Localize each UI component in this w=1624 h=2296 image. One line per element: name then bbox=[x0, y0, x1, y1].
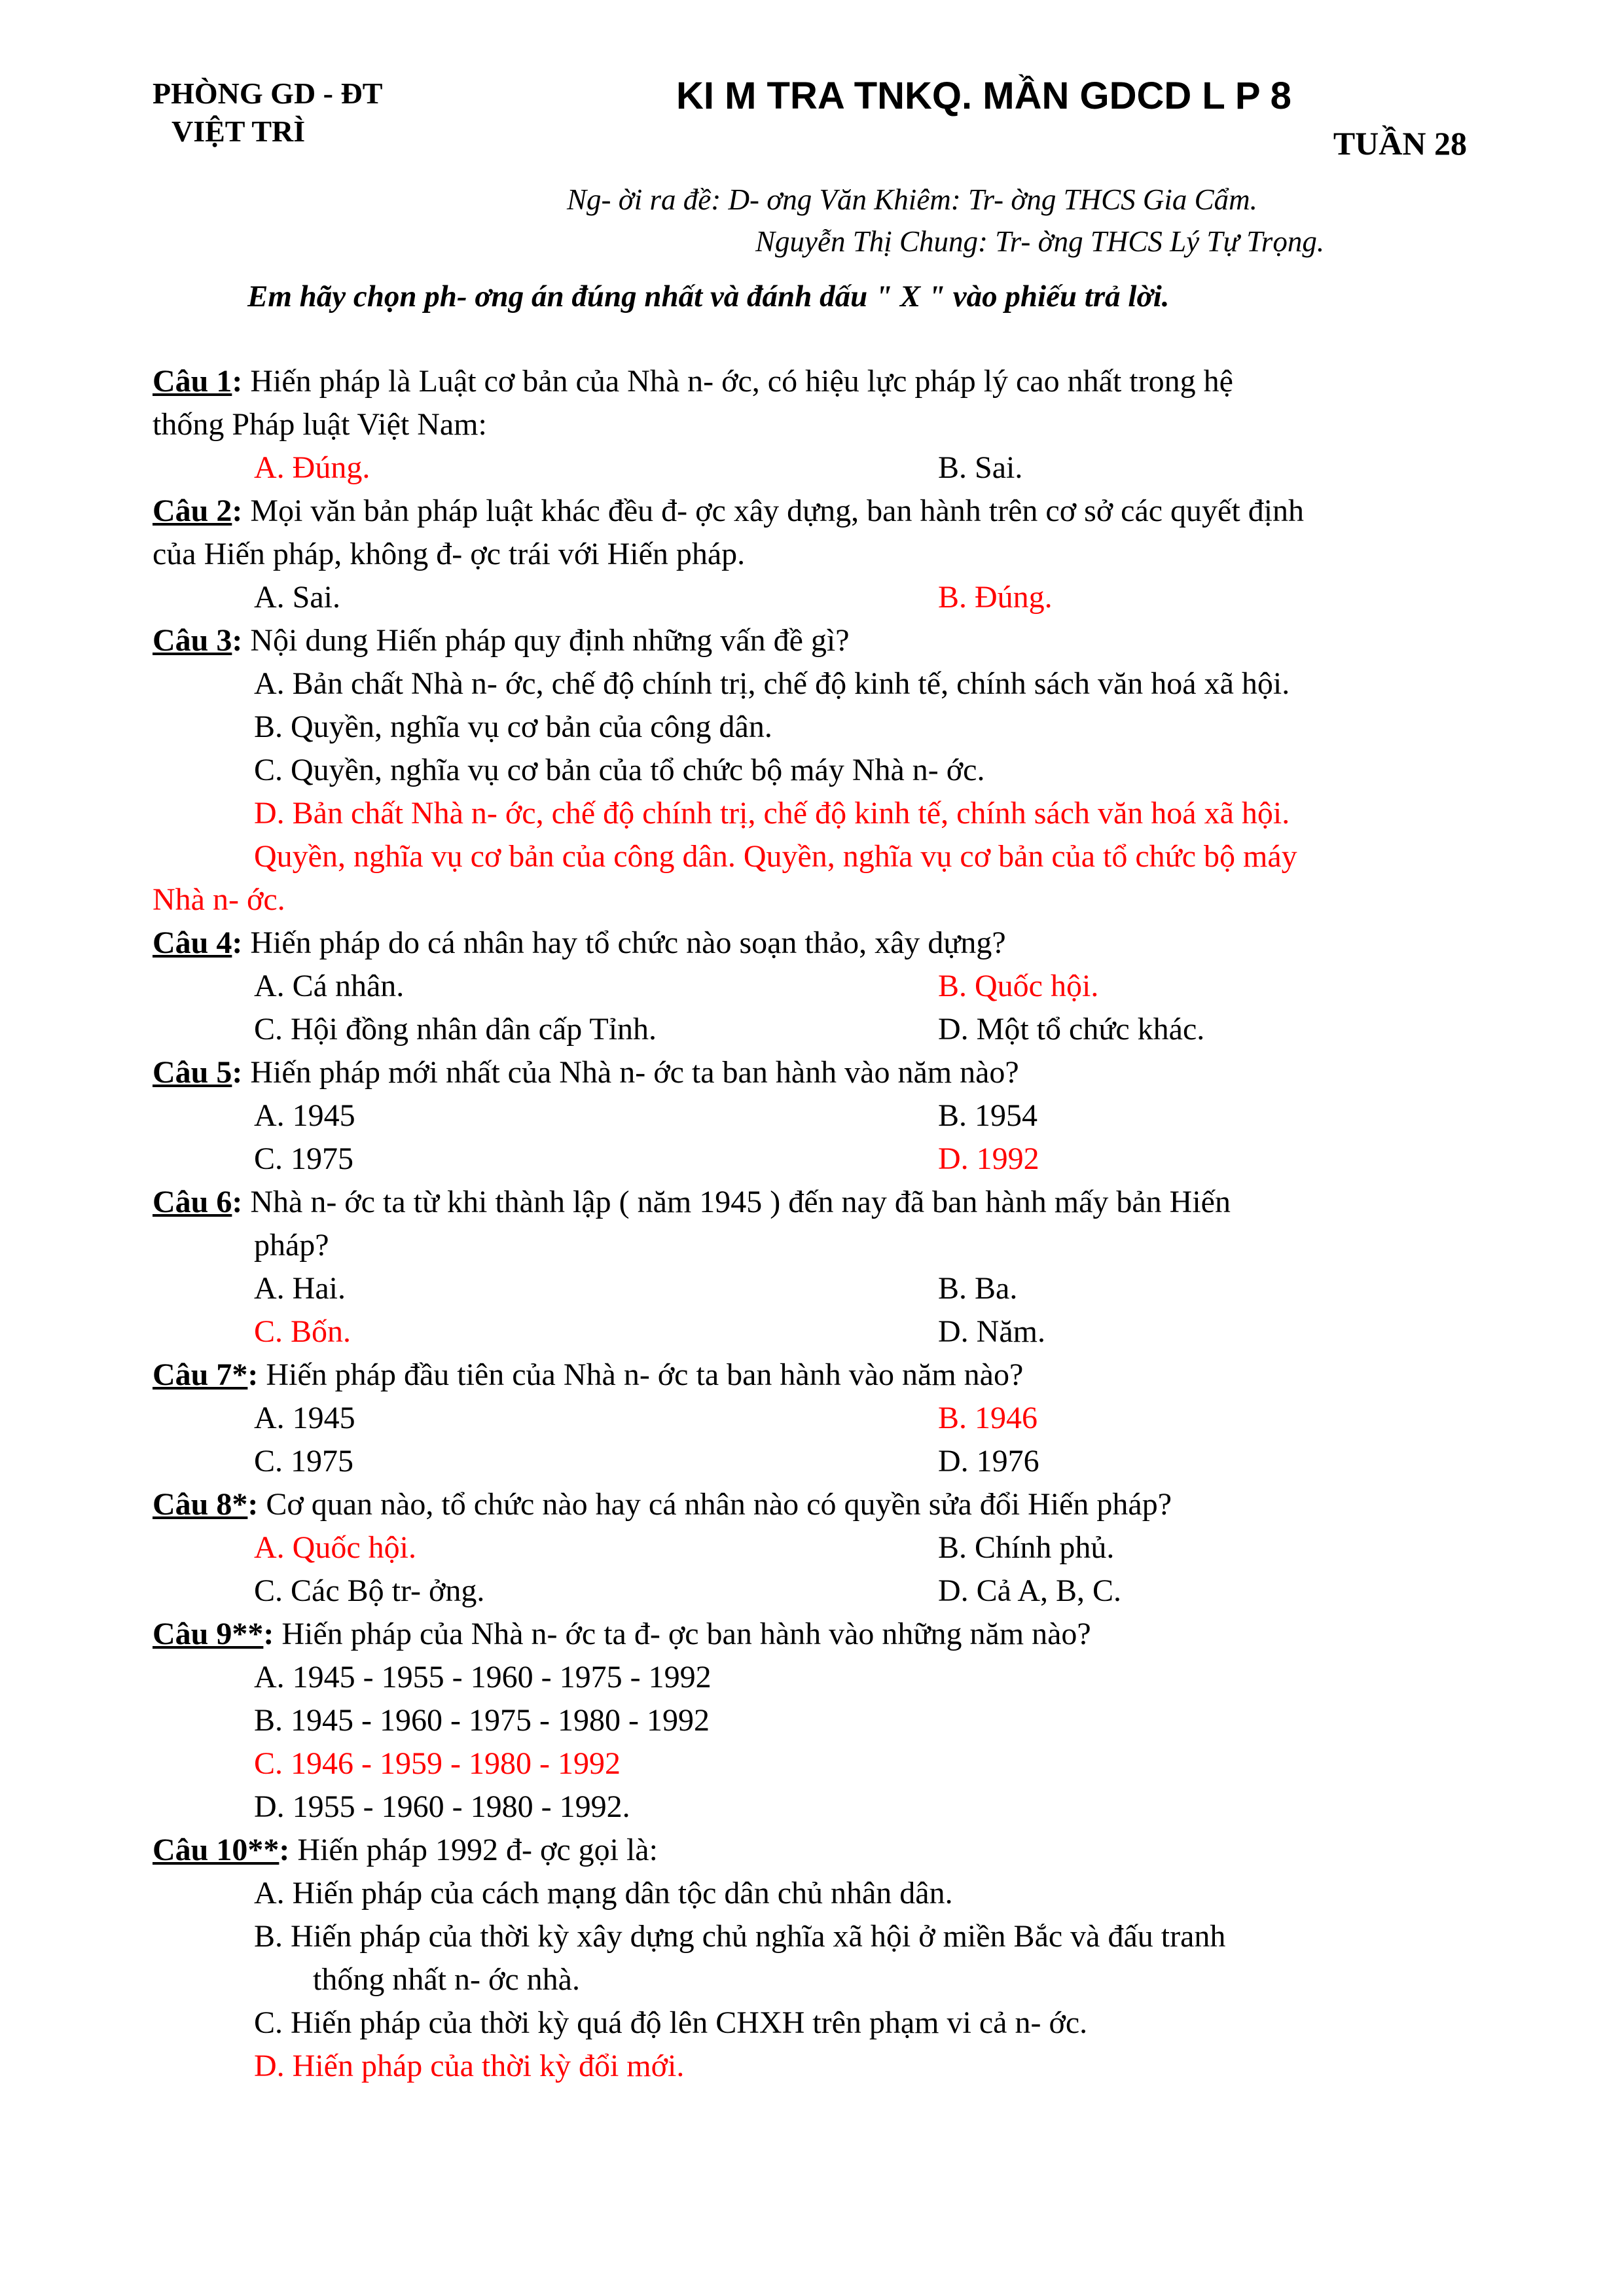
option-cell bbox=[153, 1094, 938, 1138]
option-cell bbox=[153, 1008, 938, 1051]
question-line bbox=[153, 1613, 1467, 1656]
option: A. Sai. bbox=[254, 580, 340, 615]
question bbox=[153, 922, 1467, 1051]
option-line bbox=[153, 1872, 1467, 1915]
option-line bbox=[153, 1742, 1467, 1785]
option: B. Sai. bbox=[938, 450, 1023, 485]
issuing-office bbox=[153, 75, 382, 151]
option: A. Quốc hội. bbox=[254, 1530, 416, 1565]
header bbox=[153, 65, 1467, 262]
option-cell bbox=[938, 1570, 1467, 1613]
option-cell bbox=[153, 965, 938, 1008]
question bbox=[153, 1051, 1467, 1181]
option: D. 1992 bbox=[938, 1141, 1039, 1176]
instruction-text: Em hãy chọn ph- ơng án đúng nhất và đánh dấu " X " vào phiếu trả lời. bbox=[247, 279, 1170, 314]
option: A. Cá nhân. bbox=[254, 969, 405, 1003]
option-cell bbox=[938, 1008, 1467, 1051]
question-text: thống Pháp luật Việt Nam: bbox=[153, 407, 487, 442]
option-line bbox=[153, 1958, 1467, 2001]
author-line-2: Nguyễn Thị Chung: Tr- ờng THCS Lý Tự Trọng. bbox=[755, 225, 1325, 258]
option-cell bbox=[153, 576, 938, 619]
question-line bbox=[153, 490, 1467, 533]
question bbox=[153, 490, 1467, 619]
question-text: Hiến pháp 1992 đ- ợc gọi là: bbox=[297, 1833, 658, 1867]
option-cell bbox=[938, 446, 1467, 490]
question bbox=[153, 1354, 1467, 1483]
option-cell bbox=[938, 576, 1467, 619]
option: Quyền, nghĩa vụ cơ bản của công dân. Quyền, nghĩa vụ cơ bản của tổ chức bộ máy bbox=[254, 839, 1297, 874]
option: C. 1975 bbox=[254, 1141, 354, 1176]
option: B. Hiến pháp của thời kỳ xây dựng chủ nghĩa xã hội ở miền Bắc và đấu tranh bbox=[254, 1919, 1226, 1954]
question-text: của Hiến pháp, không đ- ợc trái với Hiến pháp. bbox=[153, 537, 746, 571]
question-text: Cơ quan nào, tổ chức nào hay cá nhân nào có quyền sửa đổi Hiến pháp? bbox=[266, 1487, 1172, 1522]
question-line bbox=[153, 360, 1467, 403]
option: A. Hiến pháp của cách mạng dân tộc dân chủ nhân dân. bbox=[254, 1876, 953, 1910]
options-row bbox=[153, 1440, 1467, 1483]
question bbox=[153, 1613, 1467, 1829]
option: A. 1945 bbox=[254, 1401, 355, 1435]
question-label: Câu 8* bbox=[153, 1487, 248, 1522]
option-line bbox=[153, 706, 1467, 749]
options-row bbox=[153, 965, 1467, 1008]
option-cell bbox=[153, 1570, 938, 1613]
question-separator: : bbox=[232, 925, 251, 960]
question-text: Hiến pháp của Nhà n- ớc ta đ- ợc ban hành vào những năm nào? bbox=[281, 1617, 1091, 1651]
question-line bbox=[153, 1224, 1467, 1267]
question-separator: : bbox=[247, 1487, 266, 1522]
option: C. Hiến pháp của thời kỳ quá độ lên CHXH trên phạm vi cả n- ớc. bbox=[254, 2005, 1088, 2040]
week-label: TUẦN 28 bbox=[1333, 125, 1467, 162]
question-separator: : bbox=[232, 364, 251, 399]
question-label: Câu 2 bbox=[153, 493, 232, 528]
question-text: Hiến pháp do cá nhân hay tổ chức nào soạn thảo, xây dựng? bbox=[250, 925, 1006, 960]
option: B. Quyền, nghĩa vụ cơ bản của công dân. bbox=[254, 709, 772, 744]
option: C. Các Bộ tr- ởng. bbox=[254, 1573, 485, 1608]
option-cell bbox=[153, 1526, 938, 1570]
question-line bbox=[153, 922, 1467, 965]
option: A. Đúng. bbox=[254, 450, 370, 485]
options-row bbox=[153, 1310, 1467, 1354]
author-line-1: Ng- ời ra đề: D- ơng Văn Khiêm: Tr- ờng THCS Gia Cẩm. bbox=[567, 183, 1257, 216]
options-row bbox=[153, 1138, 1467, 1181]
option: C. 1946 - 1959 - 1980 - 1992 bbox=[254, 1746, 621, 1781]
option-line bbox=[153, 1699, 1467, 1742]
option-cell bbox=[153, 1397, 938, 1440]
question bbox=[153, 1829, 1467, 2088]
option-line bbox=[153, 749, 1467, 792]
question-separator: : bbox=[279, 1833, 298, 1867]
option-line bbox=[153, 2045, 1467, 2088]
option: C. Quyền, nghĩa vụ cơ bản của tổ chức bộ máy Nhà n- ớc. bbox=[254, 753, 985, 787]
question-line bbox=[153, 403, 1467, 446]
question-line bbox=[153, 1181, 1467, 1224]
option: B. Ba. bbox=[938, 1271, 1018, 1306]
question-label: Câu 7* bbox=[153, 1357, 248, 1392]
question-line bbox=[153, 1483, 1467, 1526]
option: D. Hiến pháp của thời kỳ đổi mới. bbox=[254, 2049, 685, 2083]
question-separator: : bbox=[232, 493, 251, 528]
option: B. Quốc hội. bbox=[938, 969, 1099, 1003]
question-text: Hiến pháp đầu tiên của Nhà n- ớc ta ban hành vào năm nào? bbox=[266, 1357, 1024, 1392]
options-row bbox=[153, 1008, 1467, 1051]
option-cell bbox=[153, 1267, 938, 1310]
option-line bbox=[153, 878, 1467, 922]
question-text: Nhà n- ớc ta từ khi thành lập ( năm 1945 ) đến nay đã ban hành mấy bản Hiến bbox=[250, 1185, 1231, 1219]
option-cell bbox=[938, 1440, 1467, 1483]
options-row bbox=[153, 446, 1467, 490]
option-cell bbox=[938, 1526, 1467, 1570]
option: A. 1945 bbox=[254, 1098, 355, 1133]
question-text: Nội dung Hiến pháp quy định những vấn đề gì? bbox=[250, 623, 850, 658]
option: D. Một tổ chức khác. bbox=[938, 1012, 1205, 1047]
options-row bbox=[153, 1267, 1467, 1310]
option: A. 1945 - 1955 - 1960 - 1975 - 1992 bbox=[254, 1660, 712, 1695]
question-text: pháp? bbox=[254, 1228, 329, 1263]
questions bbox=[153, 360, 1467, 2088]
option: D. Cả A, B, C. bbox=[938, 1573, 1122, 1608]
option-line bbox=[153, 835, 1467, 878]
option: A. Hai. bbox=[254, 1271, 346, 1306]
option-cell bbox=[938, 1267, 1467, 1310]
question bbox=[153, 619, 1467, 922]
option-cell bbox=[938, 1138, 1467, 1181]
question-separator: : bbox=[263, 1617, 282, 1651]
question-line bbox=[153, 619, 1467, 662]
question-line bbox=[153, 1051, 1467, 1094]
office-line-1: PHÒNG GD - ĐT bbox=[153, 77, 383, 110]
option-cell bbox=[938, 1310, 1467, 1354]
question-separator: : bbox=[247, 1357, 266, 1392]
option: A. Bản chất Nhà n- ớc, chế độ chính trị, chế độ kinh tế, chính sách văn hoá xã hội. bbox=[254, 666, 1290, 701]
question-label: Câu 1 bbox=[153, 364, 232, 399]
option-line bbox=[153, 1785, 1467, 1829]
question-label: Câu 4 bbox=[153, 925, 232, 960]
option-line bbox=[153, 2001, 1467, 2045]
option: C. Hội đồng nhân dân cấp Tỉnh. bbox=[254, 1012, 657, 1047]
option-line bbox=[153, 792, 1467, 835]
options-row bbox=[153, 1526, 1467, 1570]
question-label: Câu 10** bbox=[153, 1833, 280, 1867]
question bbox=[153, 1483, 1467, 1613]
options-row bbox=[153, 1570, 1467, 1613]
options-row bbox=[153, 1397, 1467, 1440]
question-separator: : bbox=[232, 1055, 251, 1090]
option-cell bbox=[938, 965, 1467, 1008]
option: Nhà n- ớc. bbox=[153, 882, 285, 917]
option: B. 1954 bbox=[938, 1098, 1038, 1133]
question-label: Câu 3 bbox=[153, 623, 232, 658]
option-cell bbox=[938, 1094, 1467, 1138]
document-title: KI M TRA TNKQ. MẦN GDCD L P 8 bbox=[676, 75, 1291, 117]
question-line bbox=[153, 533, 1467, 576]
option-cell bbox=[938, 1397, 1467, 1440]
question bbox=[153, 1181, 1467, 1354]
question-label: Câu 9** bbox=[153, 1617, 264, 1651]
option: B. 1945 - 1960 - 1975 - 1980 - 1992 bbox=[254, 1703, 710, 1738]
question-text: Mọi văn bản pháp luật khác đều đ- ợc xây dựng, ban hành trên cơ sở các quyết định bbox=[250, 493, 1305, 528]
option-line bbox=[153, 1915, 1467, 1958]
option-cell bbox=[153, 1440, 938, 1483]
option: C. Bốn. bbox=[254, 1314, 352, 1349]
office-line-2: VIỆT TRÌ bbox=[171, 115, 306, 148]
option-cell bbox=[153, 1138, 938, 1181]
option-cell bbox=[153, 1310, 938, 1354]
question-separator: : bbox=[232, 623, 251, 658]
option: thống nhất n- ớc nhà. bbox=[313, 1962, 580, 1997]
option: D. 1955 - 1960 - 1980 - 1992. bbox=[254, 1789, 630, 1824]
option-line bbox=[153, 1656, 1467, 1699]
question-line bbox=[153, 1829, 1467, 1872]
option: D. 1976 bbox=[938, 1444, 1039, 1479]
option-cell bbox=[153, 446, 938, 490]
question-separator: : bbox=[232, 1185, 251, 1219]
option: B. Đúng. bbox=[938, 580, 1053, 615]
question-label: Câu 6 bbox=[153, 1185, 232, 1219]
option: D. Bản chất Nhà n- ớc, chế độ chính trị, chế độ kinh tế, chính sách văn hoá xã hội. bbox=[254, 796, 1290, 831]
question-line bbox=[153, 1354, 1467, 1397]
question bbox=[153, 360, 1467, 490]
option: B. 1946 bbox=[938, 1401, 1038, 1435]
option: D. Năm. bbox=[938, 1314, 1045, 1349]
question-label: Câu 5 bbox=[153, 1055, 232, 1090]
options-row bbox=[153, 576, 1467, 619]
option-line bbox=[153, 662, 1467, 706]
option: B. Chính phủ. bbox=[938, 1530, 1115, 1565]
question-text: Hiến pháp là Luật cơ bản của Nhà n- ớc, có hiệu lực pháp lý cao nhất trong hệ bbox=[250, 364, 1233, 399]
option: C. 1975 bbox=[254, 1444, 354, 1479]
question-text: Hiến pháp mới nhất của Nhà n- ớc ta ban hành vào năm nào? bbox=[250, 1055, 1019, 1090]
options-row bbox=[153, 1094, 1467, 1138]
